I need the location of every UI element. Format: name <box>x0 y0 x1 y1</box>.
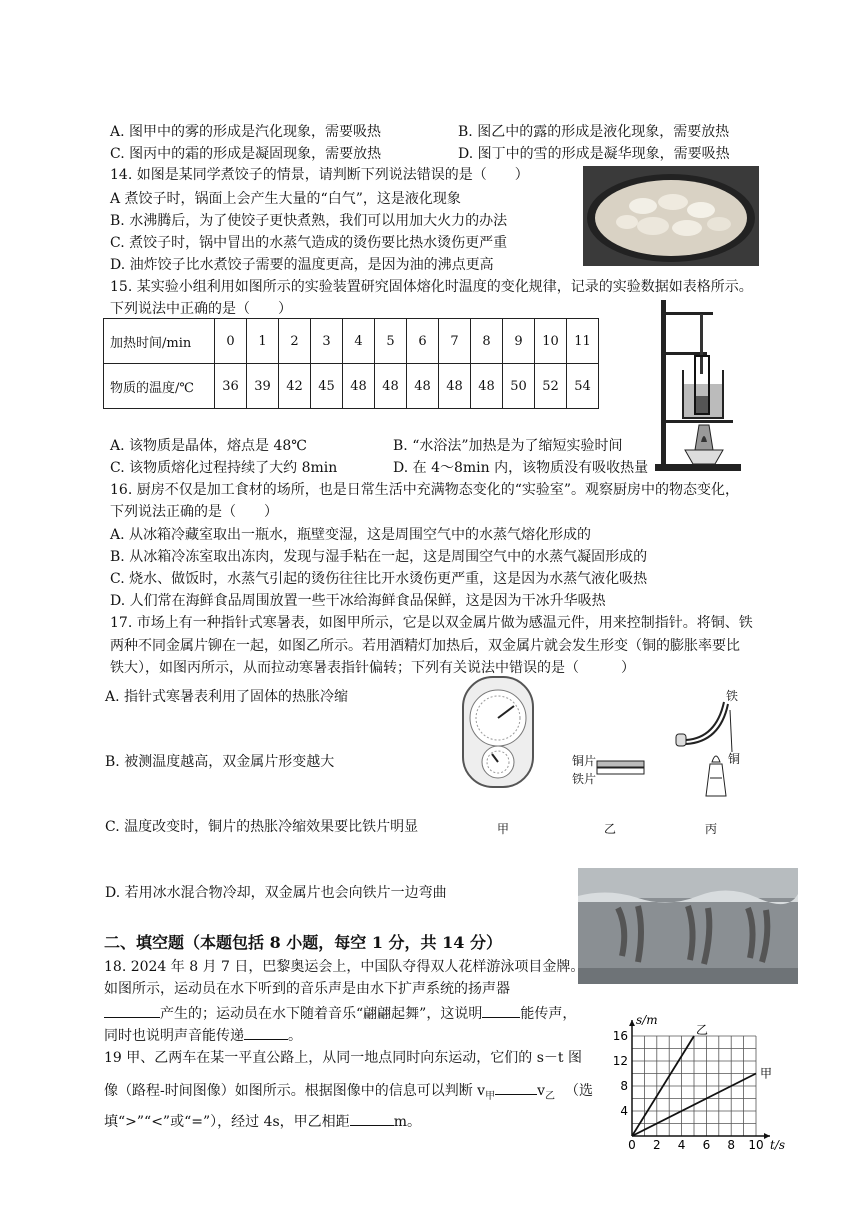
q13-option-b: B. 图乙中的露的形成是液化现象，需要放热 <box>458 124 730 140</box>
heated-bimetal-figure <box>676 700 736 805</box>
table-cell: 9 <box>503 319 535 364</box>
copper-strip-label: 铜片 <box>572 754 597 768</box>
q17-option-d: D. 若用冰水混合物冷却，双金属片也会向铁片一边弯曲 <box>105 885 447 901</box>
table-cell: 11 <box>567 319 599 364</box>
table-row <box>104 319 599 364</box>
bimetal-strip-figure <box>597 760 645 776</box>
q19-answer-blank-2[interactable] <box>350 1111 394 1126</box>
table-header-time: 加热时间/min <box>104 319 215 364</box>
table-cell: 54 <box>567 364 599 409</box>
q16-stem-line2: 下列说法正确的是（ ） <box>110 504 278 520</box>
x-tick-label: 8 <box>727 1138 736 1152</box>
table-row <box>104 364 599 409</box>
q18-line4 <box>104 1025 302 1045</box>
q15-option-c: C. 该物质熔化过程持续了大约 8min <box>110 460 338 476</box>
dumplings-photo <box>583 166 759 266</box>
q17-option-b: B. 被测温度越高，双金属片形变越大 <box>105 754 335 770</box>
table-cell: 2 <box>279 319 311 364</box>
q18-line2: 如图所示，运动员在水下听到的音乐声是由水下扩声系统的扬声器 <box>104 981 510 997</box>
table-cell: 8 <box>471 319 503 364</box>
x-tick-label: 2 <box>652 1138 661 1152</box>
table-cell: 48 <box>439 364 471 409</box>
q17-stem-line1: 17. 市场上有一种指针式寒暑表，如图甲所示，它是以双金属片做为感温元件，用来控制指针。将铜、铁 <box>110 615 753 631</box>
table-cell: 6 <box>407 319 439 364</box>
q17-option-c: C. 温度改变时，铜片的热胀冷缩效果要比铁片明显 <box>105 819 419 835</box>
copper-label: 铜 <box>728 752 741 766</box>
x-axis-label: t/s <box>770 1138 786 1152</box>
q18-answer-blank-2[interactable] <box>482 1003 520 1018</box>
y-axis-label: s/m <box>636 1013 658 1027</box>
table-cell: 48 <box>407 364 439 409</box>
q16-option-c: C. 烧水、做饭时，水蒸气引起的烫伤往往比开水烫伤更严重，这是因为水蒸气液化吸热 <box>110 571 648 587</box>
q18-line4-end: 。 <box>288 1028 302 1044</box>
series-label-1: 乙 <box>696 1023 709 1037</box>
x-tick-label: 10 <box>748 1138 764 1152</box>
table-cell: 7 <box>439 319 471 364</box>
q19-sub-yi: 乙 <box>545 1090 556 1102</box>
q17-stem-line3: 铁大），如图丙所示，从而拉动寒暑表指针偏转；下列有关说法中错误的是（ ） <box>110 660 635 676</box>
q18-answer-blank-3[interactable] <box>244 1025 288 1040</box>
water-bath-apparatus-figure <box>655 300 745 475</box>
q19-line3-end: m。 <box>393 1114 421 1130</box>
q18-line3 <box>104 1003 576 1023</box>
table-cell: 48 <box>343 364 375 409</box>
q15-stem-line2: 下列说法中正确的是（ ） <box>110 301 292 317</box>
x-tick-label: 4 <box>677 1138 686 1152</box>
table-cell: 4 <box>343 319 375 364</box>
q19-line2-text: 像（路程-时间图像）如图所示。根据图像中的信息可以判断 v <box>104 1083 486 1099</box>
figure-label-bing: 丙 <box>705 822 718 836</box>
q19-answer-blank-1[interactable] <box>495 1080 537 1095</box>
table-cell: 36 <box>215 364 247 409</box>
q15-option-a: A. 该物质是晶体，熔点是 48℃ <box>110 438 307 454</box>
q14-stem: 14. 如图是某同学煮饺子的情景，请判断下列说法错误的是（ ） <box>110 167 529 183</box>
y-axis-arrow <box>629 1020 635 1026</box>
table-cell: 10 <box>535 319 567 364</box>
q18-line3-end: 能传声， <box>520 1006 577 1022</box>
q15-option-d: D. 在 4～8min 内，该物质没有吸收热量 <box>393 460 649 476</box>
iron-strip-label: 铁片 <box>572 772 597 786</box>
q13-option-c: C. 图丙中的霜的形成是凝固现象，需要放热 <box>110 146 382 162</box>
q15-stem-line1: 15. 某实验小组利用如图所示的实验装置研究固体熔化时温度的变化规律，记录的实验数据如表格所示。 <box>110 279 753 295</box>
y-tick-label: 16 <box>612 1029 628 1043</box>
q18-line3-text: 产生的；运动员在水下随着音乐“翩翩起舞”，这说明 <box>160 1006 483 1022</box>
q18-line1: 18. 2024 年 8 月 7 日，巴黎奥运会上，中国队夺得双人花样游泳项目金牌。 <box>104 959 585 975</box>
q19-line3 <box>104 1111 421 1131</box>
q19-sub-jia: 甲 <box>485 1090 496 1102</box>
table-cell: 0 <box>215 319 247 364</box>
q19-line1: 19 甲、乙两车在某一平直公路上，从同一地点同时向东运动，它们的 s－t 图 <box>104 1050 582 1066</box>
table-cell: 5 <box>375 319 407 364</box>
synchronized-swimming-photo <box>578 868 798 984</box>
q16-stem-line1: 16. 厨房不仅是加工食材的场所，也是日常生活中充满物态变化的“实验室”。观察厨房中的物态变化， <box>110 482 740 498</box>
table-cell: 45 <box>311 364 343 409</box>
table-cell: 39 <box>247 364 279 409</box>
table-cell: 1 <box>247 319 279 364</box>
q18-line4-text: 同时也说明声音能传递 <box>104 1028 244 1044</box>
table-cell: 52 <box>535 364 567 409</box>
q19-line2-end: （选 <box>565 1083 594 1099</box>
q13-option-a: A. 图甲中的雾的形成是汽化现象，需要吸热 <box>110 124 382 140</box>
s-t-graph <box>612 1012 786 1162</box>
q19-v2: v <box>537 1083 546 1099</box>
figure-label-jia: 甲 <box>497 822 510 836</box>
x-tick-label: 0 <box>628 1138 636 1152</box>
series-label-2: 甲 <box>760 1066 773 1081</box>
section-two-title: 二、填空题（本题包括 8 小题，每空 1 分，共 14 分） <box>104 933 502 952</box>
q14-option-d: D. 油炸饺子比水煮饺子需要的温度更高，是因为油的沸点更高 <box>110 257 494 273</box>
y-tick-label: 12 <box>612 1054 628 1068</box>
table-cell: 3 <box>311 319 343 364</box>
q17-option-a: A. 指针式寒暑表利用了固体的热胀冷缩 <box>105 689 349 705</box>
figure-label-yi: 乙 <box>604 822 617 836</box>
q19-line2 <box>104 1080 593 1106</box>
q16-option-d: D. 人们常在海鲜食品周围放置一些干冰给海鲜食品保鲜，这是因为干冰升华吸热 <box>110 593 606 609</box>
table-cell: 48 <box>471 364 503 409</box>
q13-option-d: D. 图丁中的雪的形成是凝华现象，需要吸热 <box>458 146 730 162</box>
table-cell: 48 <box>375 364 407 409</box>
q18-answer-blank-1[interactable] <box>104 1003 160 1018</box>
q16-option-b: B. 从冰箱冷冻室取出冻肉，发现与湿手粘在一起，这是周围空气中的水蒸气凝固形成的 <box>110 549 648 565</box>
y-tick-label: 4 <box>620 1104 628 1118</box>
x-tick-label: 6 <box>702 1138 711 1152</box>
q14-option-a: A 煮饺子时，锅面上会产生大量的“白气”，这是液化现象 <box>110 191 461 207</box>
table-cell: 42 <box>279 364 311 409</box>
q19-line3-text: 填“>”“<”或“=”），经过 4s，甲乙相距 <box>104 1114 350 1130</box>
table-cell: 50 <box>503 364 535 409</box>
dial-thermometer-figure <box>462 676 534 788</box>
y-tick-label: 8 <box>620 1079 628 1093</box>
iron-label: 铁 <box>726 689 739 703</box>
q14-option-c: C. 煮饺子时，锅中冒出的水蒸气造成的烫伤要比热水烫伤更严重 <box>110 235 508 251</box>
q15-data-table <box>103 318 599 409</box>
q14-option-b: B. 水沸腾后，为了使饺子更快煮熟，我们可以用加大火力的办法 <box>110 213 508 229</box>
q15-option-b: B. “水浴法”加热是为了缩短实验时间 <box>393 438 623 454</box>
q16-option-a: A. 从冰箱冷藏室取出一瓶水，瓶壁变湿，这是周围空气中的水蒸气熔化形成的 <box>110 527 592 543</box>
q17-stem-line2: 两种不同金属片铆在一起，如图乙所示。若用酒精灯加热后，双金属片就会发生形变（铜的膨胀率要比 <box>110 638 740 654</box>
table-header-temp: 物质的温度/℃ <box>104 364 215 409</box>
